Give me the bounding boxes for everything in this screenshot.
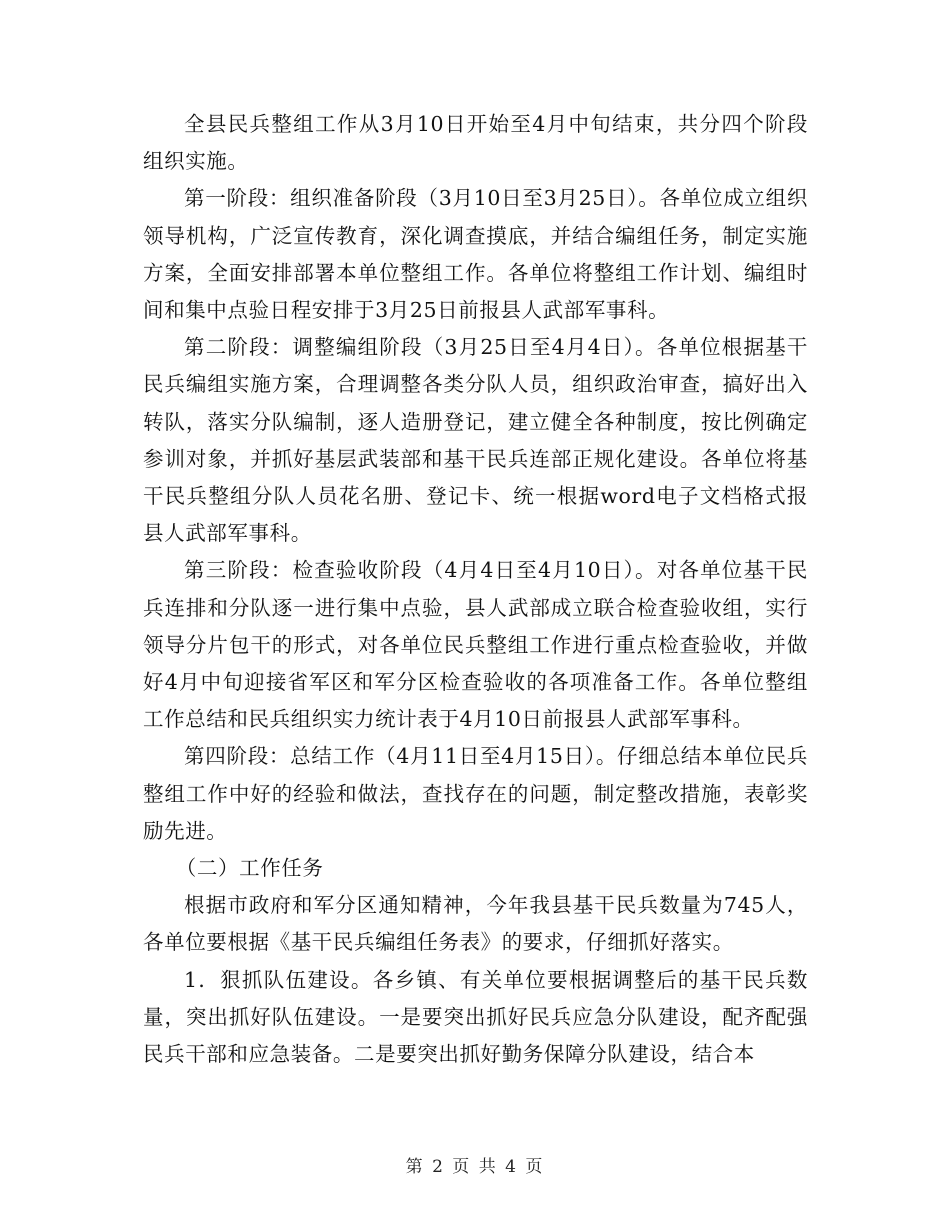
paragraph-phase-one: 第一阶段：组织准备阶段（3月10日至3月25日）。各单位成立组织领导机构，广泛宣传教育，深化调查摸底，并结合编组任务，制定实施方案，全面安排部署本单位整组工作。各单位将整组工作计划、编组时间和集中点验日程安排于3月25日前报县人武部军事科。 [143, 186, 808, 323]
paragraph-task-one: 1．狠抓队伍建设。各乡镇、有关单位要根据调整后的基干民兵数量，突出抓好队伍建设。一是要突出抓好民兵应急分队建设，配齐配强民兵干部和应急装备。二是要突出抓好勤务保障分队建设，结合本 [143, 967, 808, 1067]
section-heading-tasks: （二）工作任务 [175, 856, 324, 881]
page-number-footer: 第 2 页 共 4 页 [405, 1157, 545, 1177]
paragraph-phase-three: 第三阶段：检查验收阶段（4月4日至4月10日）。对各单位基干民兵连排和分队逐一进行集中点验，县人武部成立联合检查验收组，实行领导分片包干的形式，对各单位民兵整组工作进行重点检查验收，并做好4月中旬迎接省军区和军分区检查验收的各项准备工作。各单位整组工作总结和民兵组织实力统计表于4月10日前报县人武部军事科。 [143, 558, 808, 732]
paragraph-schedule-intro: 全县民兵整组工作从3月10日开始至4月中旬结束，共分四个阶段组织实施。 [143, 112, 808, 174]
paragraph-task-overview: 根据市政府和军分区通知精神，今年我县基干民兵数量为745人，各单位要根据《基干民兵编组任务表》的要求，仔细抓好落实。 [143, 893, 808, 955]
paragraph-phase-two: 第二阶段：调整编组阶段（3月25日至4月4日）。各单位根据基干民兵编组实施方案，合理调整各类分队人员，组织政治审查，搞好出入转队，落实分队编制，逐人造册登记，建立健全各种制度，按比例确定参训对象，并抓好基层武装部和基干民兵连部正规化建设。各单位将基干民兵整组分队人员花名册、登记卡、统一根据word电子文档格式报县人武部军事科。 [143, 335, 808, 546]
document-body [143, 106, 808, 1073]
paragraph-phase-four: 第四阶段：总结工作（4月11日至4月15日）。仔细总结本单位民兵整组工作中好的经验和做法，查找存在的问题，制定整改措施，表彰奖励先进。 [143, 744, 808, 843]
